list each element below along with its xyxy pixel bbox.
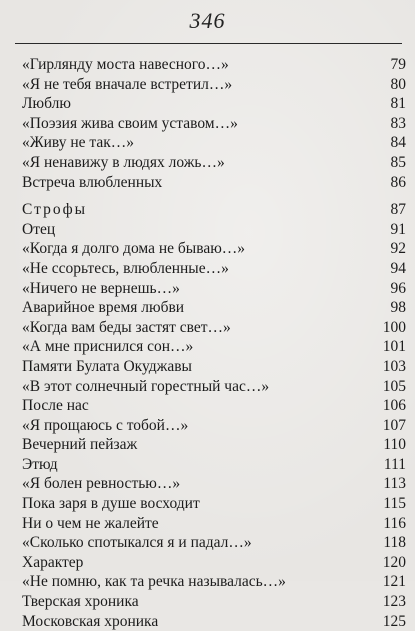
toc-entry (22, 133, 406, 153)
toc-entry-title: «Я не тебя вначале встретил…» (22, 75, 233, 93)
toc-entry-title: Тверская хроника (22, 593, 139, 611)
toc-entry (22, 200, 406, 220)
toc-entry-page: 86 (390, 173, 406, 191)
toc-entry-title: Встреча влюбленных (22, 173, 163, 191)
toc-entry (22, 114, 406, 134)
toc-entry-title: «Не ссорьтесь, влюбленные…» (22, 259, 229, 277)
toc-entry-title: Аварийное время любви (22, 299, 185, 317)
toc-entry-title: «Поэзия жива своим уставом…» (22, 114, 238, 132)
toc-entry (22, 173, 406, 193)
toc-entry-page: 98 (390, 299, 406, 317)
toc-entry (22, 435, 406, 455)
toc-entry-page: 79 (390, 56, 406, 73)
toc-entry-page: 115 (383, 495, 406, 513)
toc-entry-title: Люблю (22, 95, 71, 113)
toc-entry-page: 107 (382, 416, 406, 434)
toc-entry (22, 259, 406, 279)
toc-entry-title: Ни о чем не жалейте (22, 514, 159, 532)
toc-entry-page: 94 (390, 259, 406, 277)
toc-entry (22, 298, 406, 318)
toc-entry-page: 101 (382, 338, 406, 356)
toc-entry (22, 455, 406, 475)
toc-entry (22, 514, 406, 534)
toc-entry (22, 55, 406, 75)
toc-entry-page: 96 (390, 279, 406, 297)
toc-entry (22, 416, 406, 436)
toc-entry (22, 474, 406, 494)
toc-entry (22, 153, 406, 173)
toc-entry-page: 113 (383, 475, 406, 493)
toc-entry-page: 92 (390, 240, 406, 258)
toc-entry-page: 120 (382, 553, 406, 571)
toc-entry-title: «В этот солнечный горестный час…» (22, 377, 270, 395)
toc-entry-page: 100 (382, 318, 406, 336)
toc-entry-title: «Когда вам беды застят свет…» (22, 318, 231, 336)
toc-entry (22, 279, 406, 299)
toc-entry-title: «Когда я долго дома не бываю…» (22, 240, 246, 258)
toc-entry-title: «А мне приснился сон…» (22, 338, 194, 356)
toc-entry-title: «Ничего не вернешь…» (22, 279, 180, 297)
toc-entry-title: После нас (22, 397, 89, 415)
toc-entry-page: 80 (390, 75, 406, 93)
toc-entry-title: Вечерний пейзаж (22, 436, 138, 454)
toc-entry-page: 105 (382, 377, 406, 395)
toc-entry-title: Характер (22, 553, 84, 571)
toc-entry (22, 533, 406, 553)
toc-entry-page: 110 (383, 436, 406, 454)
toc-entry-page: 106 (382, 397, 406, 415)
toc-entry (22, 239, 406, 259)
toc-entry (22, 318, 406, 338)
toc-entry (22, 377, 406, 397)
toc-entry-page: 87 (390, 201, 406, 219)
toc-entry-page: 84 (390, 134, 406, 152)
toc-entry-page: 83 (390, 114, 406, 132)
toc-entry-page: 91 (390, 220, 406, 238)
toc-entry-title: «Я болен ревностью…» (22, 475, 181, 493)
toc-entry (22, 220, 406, 240)
toc-entry (22, 572, 406, 592)
toc-entry (22, 357, 406, 377)
toc-entry (22, 553, 406, 573)
toc-entry-page: 111 (383, 455, 406, 473)
toc-entry-title: Строфы (22, 201, 88, 219)
toc-entry (22, 337, 406, 357)
toc-entry-title: «Гирлянду моста навесного…» (22, 56, 229, 73)
toc-entry-page: 125 (382, 612, 406, 630)
toc-entry (22, 612, 406, 631)
toc-entry-page: 85 (390, 153, 406, 171)
toc-entry (22, 494, 406, 514)
table-of-contents (22, 55, 406, 631)
toc-entry-page: 118 (383, 534, 406, 552)
toc-entry-title: Отец (22, 220, 56, 238)
toc-entry-title: Памяти Булата Окуджавы (22, 357, 192, 375)
toc-entry-title: Этюд (22, 455, 58, 473)
page-number: 346 (189, 8, 226, 33)
toc-entry-page: 103 (382, 357, 406, 375)
toc-entry-page: 121 (382, 573, 406, 591)
toc-entry-page: 81 (390, 95, 406, 113)
toc-entry-title: «Я прощаюсь с тобой…» (22, 416, 189, 434)
toc-entry (22, 94, 406, 114)
toc-entry-page: 123 (382, 593, 406, 611)
header-rule (15, 43, 402, 44)
toc-entry-title: Пока заря в душе восходит (22, 495, 200, 513)
toc-entry (22, 396, 406, 416)
toc-entry-title: Московская хроника (22, 612, 159, 630)
toc-entry-title: «Живу не так…» (22, 134, 135, 152)
toc-entry (22, 75, 406, 95)
toc-entry-title: «Не помню, как та речка называлась…» (22, 573, 286, 591)
toc-entry (22, 592, 406, 612)
toc-entry-title: «Сколько спотыкался я и падал…» (22, 534, 252, 552)
toc-entry-page: 116 (383, 514, 406, 532)
toc-entry-title: «Я ненавижу в людях ложь…» (22, 153, 225, 171)
